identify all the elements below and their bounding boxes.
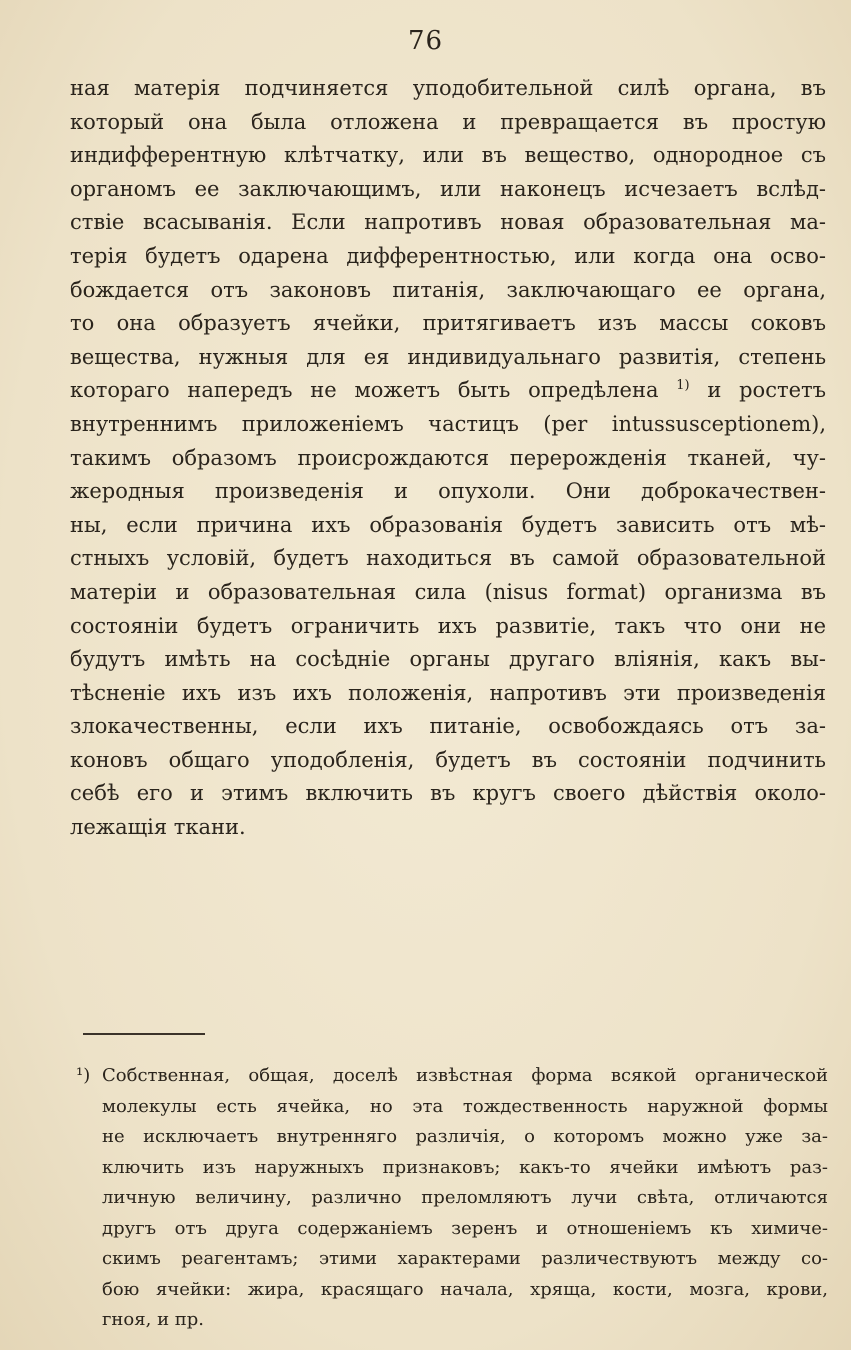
body-line: ствіе всасыванія. Если напротивъ новая образовательная ма- [70,210,826,235]
body-line: тѣсненіе ихъ изъ ихъ положенія, напротивъ эти произведенія [70,680,826,705]
body-line: состояніи будетъ ограничить ихъ развитіе, такъ что они не [70,613,826,638]
body-line: коновъ общаго уподобленія, будетъ въ состояніи подчинить [70,747,826,772]
body-line: вещества, нужныя для ея индивидуальнаго развитія, степень [70,344,826,369]
body-line: матеріи и образовательная сила (nisus format) организма въ [70,579,826,604]
footnote-line: скимъ реагентамъ; этими характерами различествуютъ между со- [102,1248,828,1269]
body-line: то она образуетъ ячейки, притягиваетъ изъ массы соковъ [70,311,826,336]
body-line: ны, если причина ихъ образованія будетъ зависить отъ мѣ- [70,512,826,537]
body-line: который она была отложена и превращается въ простую [70,109,826,134]
body-line: лежащія ткани. [70,815,246,840]
footnote-reference[interactable]: 1) [676,378,690,394]
body-line: себѣ его и этимъ включить въ кругъ своего дѣйствія около- [70,781,826,806]
body-line: терія будетъ одарена дифферентностью, или когда она осво- [70,243,826,268]
body-line: внутреннимъ приложеніемъ частицъ (per intussusceptionem), [70,411,826,436]
footnote [76,1061,828,1336]
body-line-with-footnote-ref [70,374,826,408]
body-line-tail: и ростетъ [707,378,826,403]
footnote-line: другъ отъ друга содержаніемъ зеренъ и отношеніемъ къ химиче- [102,1217,828,1239]
footnote-line: не исключаетъ внутренняго различія, о которомъ можно уже за- [102,1126,828,1147]
footnote-line: личную величину, различно преломляютъ лучи свѣта, отличаются [102,1187,828,1208]
body-line: будутъ имѣть на сосѣдніе органы другаго вліянія, какъ вы- [70,647,826,672]
footnote-line: бою ячейки: жира, красящаго начала, хряща, кости, мозга, крови, [102,1278,828,1300]
footnote-line: ключить изъ наружныхъ признаковъ; какъ-то ячейки имѣютъ раз- [102,1156,828,1178]
body-line: такимъ образомъ происрождаются перерожденія тканей, чу- [70,445,826,470]
body-line: органомъ ее заключающимъ, или наконецъ исчезаетъ вслѣд- [70,176,826,201]
footnote-marker: ¹) [76,1065,91,1086]
footnote-line: Собственная, общая, доселѣ извѣстная форма всякой органической [102,1065,828,1086]
body-line: бождается отъ законовъ питанія, заключающаго ее органа, [70,277,826,302]
body-line: злокачественны, если ихъ питаніе, освобождаясь отъ за- [70,714,826,739]
body-line: ная матерія подчиняется уподобительной силѣ органа, въ [70,76,826,100]
body-line-text: котораго напередъ не можетъ быть опредѣлена [70,378,659,403]
footnote-line: молекулы есть ячейка, но эта тождественность наружной формы [102,1095,828,1117]
body-line: индифферентную клѣтчатку, или въ вещество, однородное съ [70,143,826,168]
page-number: 76 [407,26,444,56]
footnote-line: гноя, и пр. [102,1309,205,1330]
body-line: жеродныя произведенія и опухоли. Они доброкачествен- [70,479,826,504]
body-line: стныхъ условій, будетъ находиться въ самой образовательной [70,546,826,571]
footnote-divider [83,1033,205,1035]
body-text [70,72,826,845]
